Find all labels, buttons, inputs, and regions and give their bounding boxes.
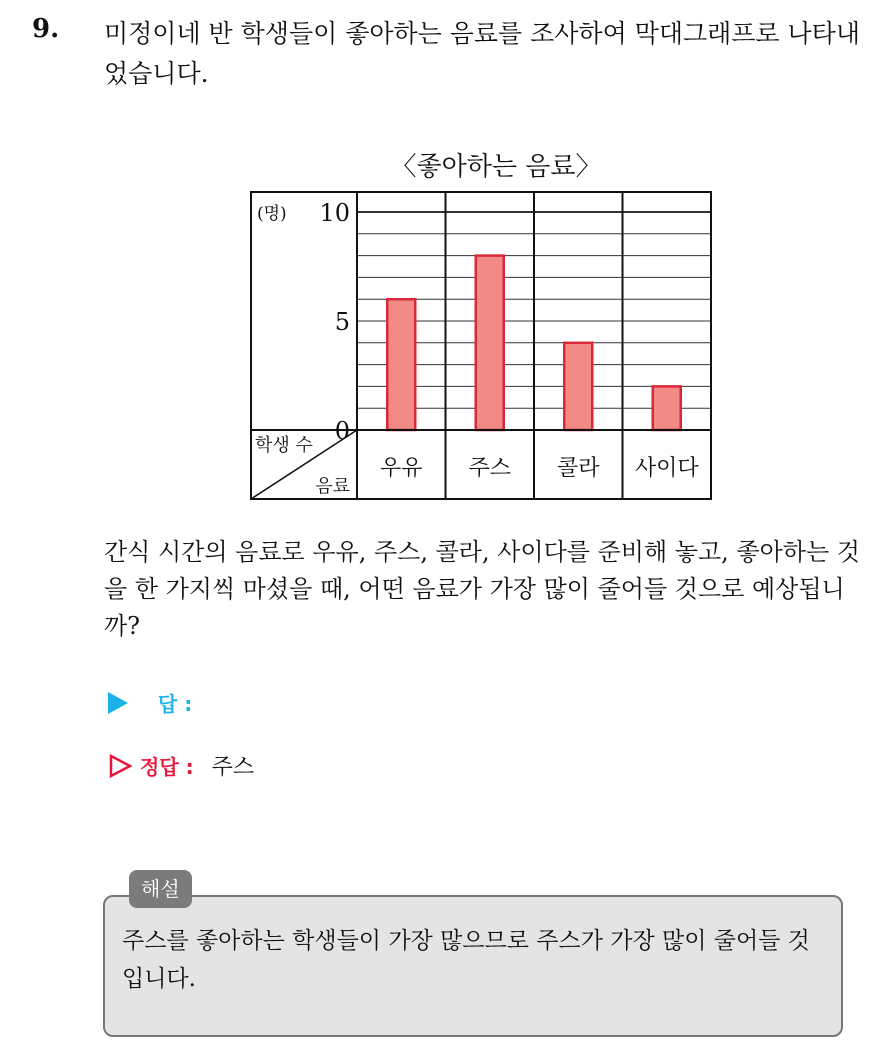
play-triangle-icon [108,692,128,714]
explanation-text: 주스를 좋아하는 학생들이 가장 많으므로 주스가 가장 많이 줄어들 것입니다. [122,928,810,992]
category-label: 콜라 [556,456,600,481]
correct-answer-label: 정답 : [140,755,194,779]
chart-title: 〈좋아하는 음료〉 [390,152,602,182]
category-label: 주스 [468,456,512,481]
y-axis-label: 학생 수 [255,435,313,456]
category-label: 우유 [379,456,423,481]
question-text: 미정이네 반 학생들이 좋아하는 음료를 조사하여 막대그래프로 나타내었습니다. [104,19,860,88]
category-labels [380,456,699,481]
x-axis-label: 음료 [315,476,350,497]
bar-2 [476,256,504,430]
correct-answer-value: 주스 [211,755,255,780]
bar-3 [564,343,592,430]
answer-label: 답 : [158,692,193,716]
answer-row [108,688,192,717]
outline-triangle-icon [108,754,132,778]
bar-1 [387,299,415,430]
y-tick-labels [319,199,350,445]
category-label: 사이다 [634,456,699,481]
y-tick-label: 0 [334,417,350,445]
unit-label: (명) [257,204,287,224]
y-tick-label: 10 [319,199,350,227]
sub-question-text: 간식 시간의 음료로 우유, 주스, 콜라, 사이다를 준비해 놓고, 좋아하는 것을 한 가지씩 마셨을 때, 어떤 음료가 가장 많이 줄어들 것으로 예상됩니까? [104,538,860,640]
correct-answer-row [108,750,254,781]
question-number: 9. [32,14,60,44]
y-tick-label: 5 [334,308,350,336]
bar-4 [653,386,681,430]
explanation-tag: 해설 [129,870,192,908]
